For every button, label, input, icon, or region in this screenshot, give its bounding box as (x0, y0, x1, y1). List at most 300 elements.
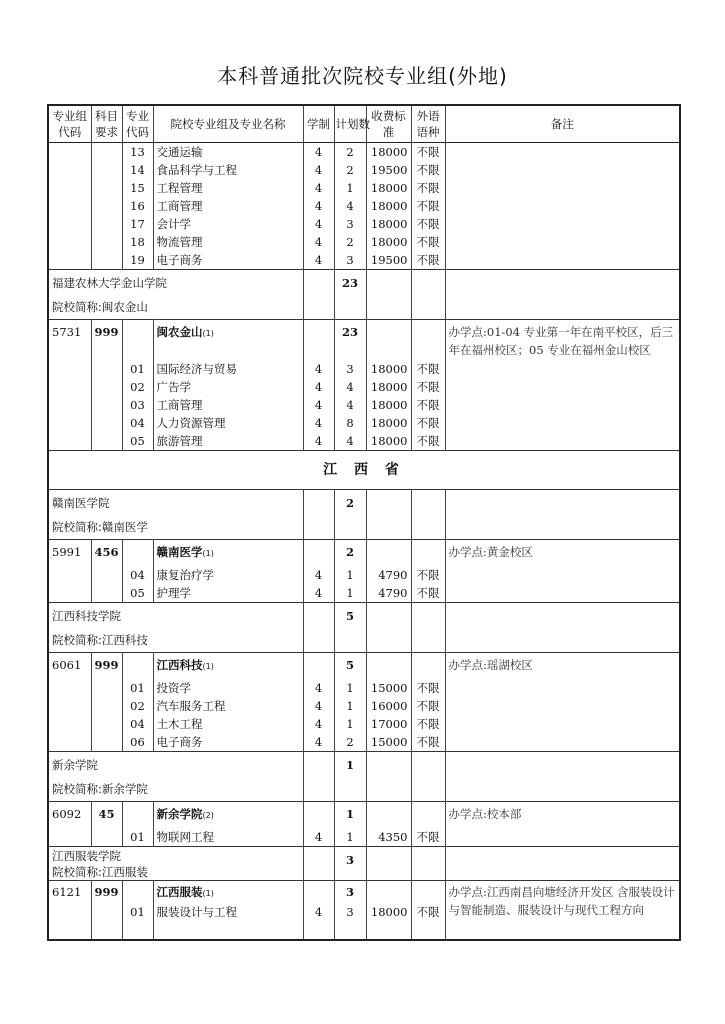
institution-row (48, 270, 680, 320)
language-cell (411, 847, 445, 881)
fee-cell (366, 540, 411, 567)
major-code: 16 (122, 197, 153, 215)
major-code: 03 (122, 396, 153, 414)
fee: 15000 (366, 733, 411, 752)
major-name: 广告学 (153, 378, 303, 396)
years: 4 (303, 251, 334, 270)
remark-cell (445, 233, 680, 251)
group-code-cell (48, 143, 91, 162)
subject-cell (91, 197, 122, 215)
province-name: 江 西 省 (48, 451, 680, 490)
fee-cell (366, 490, 411, 540)
institution-cell (48, 490, 303, 540)
plan: 1 (334, 679, 366, 697)
subject-cell (91, 414, 122, 432)
years: 4 (303, 197, 334, 215)
subject-cell (91, 179, 122, 197)
language-cell (411, 802, 445, 829)
plan: 3 (334, 360, 366, 378)
major-code-cell (122, 802, 153, 829)
language: 不限 (411, 715, 445, 733)
major-code: 01 (122, 828, 153, 847)
fee: 18000 (366, 215, 411, 233)
language: 不限 (411, 179, 445, 197)
subject-cell (91, 251, 122, 270)
plan: 1 (334, 566, 366, 584)
group-code-cell (48, 197, 91, 215)
fee: 18000 (366, 378, 411, 396)
group-name: 赣南医学 (156, 545, 203, 559)
group-row (48, 540, 680, 567)
plan: 1 (334, 828, 366, 847)
years-cell (303, 603, 334, 653)
fee: 18000 (366, 360, 411, 378)
language: 不限 (411, 828, 445, 847)
plan: 4 (334, 378, 366, 396)
group-index: (2) (202, 811, 214, 820)
major-code-cell (122, 540, 153, 567)
remark-cell (445, 143, 680, 162)
province-row (48, 451, 680, 490)
group-code-cell (48, 360, 91, 378)
group-code-cell (48, 566, 91, 584)
major-code: 18 (122, 233, 153, 251)
remark-cell (445, 847, 680, 881)
group-code-cell (48, 378, 91, 396)
group-code-cell (48, 161, 91, 179)
group-remark: 办学点:瑶湖校区 (445, 653, 680, 752)
group-code-cell (48, 828, 91, 847)
years: 4 (303, 396, 334, 414)
institution-row (48, 490, 680, 540)
group-code: 6121 (48, 881, 91, 904)
years-cell (303, 881, 334, 904)
empty-cell (366, 921, 411, 940)
major-row (48, 143, 680, 162)
subject-cell (91, 360, 122, 378)
remark-cell (445, 270, 680, 320)
fee: 18000 (366, 396, 411, 414)
plan: 1 (334, 697, 366, 715)
subject-cell (91, 143, 122, 162)
spacer-row (48, 921, 680, 940)
language: 不限 (411, 432, 445, 451)
group-remark: 办学点:01-04 专业第一年在南平校区，后三年在福州校区；05 专业在福州金山校区 (445, 320, 680, 451)
group-plan: 3 (334, 881, 366, 904)
group-plan: 5 (334, 653, 366, 680)
major-code: 01 (122, 360, 153, 378)
institution-abbr: 院校简称:江西服装 (52, 865, 148, 879)
fee: 18000 (366, 143, 411, 162)
years: 4 (303, 215, 334, 233)
years: 4 (303, 697, 334, 715)
major-code: 01 (122, 903, 153, 921)
remark-cell (445, 752, 680, 802)
fee-cell (366, 881, 411, 904)
group-row (48, 320, 680, 361)
fee: 18000 (366, 432, 411, 451)
remark-cell (445, 161, 680, 179)
group-code-cell (48, 432, 91, 451)
group-index: (1) (202, 329, 214, 338)
group-name-cell (153, 802, 303, 829)
institution-abbr: 院校简称:新余学院 (52, 782, 148, 796)
plan: 3 (334, 251, 366, 270)
subject-cell (91, 733, 122, 752)
years: 4 (303, 432, 334, 451)
years: 4 (303, 143, 334, 162)
header-language: 外语语种 (411, 105, 445, 143)
institution-row (48, 752, 680, 802)
years-cell (303, 653, 334, 680)
subject-cell (91, 697, 122, 715)
group-name-cell (153, 540, 303, 567)
subject-cell (91, 584, 122, 603)
major-code: 15 (122, 179, 153, 197)
subject-requirement: 999 (91, 320, 122, 361)
plan: 2 (334, 233, 366, 251)
major-name: 物流管理 (153, 233, 303, 251)
empty-cell (153, 921, 303, 940)
subject-cell (91, 233, 122, 251)
institution-row (48, 603, 680, 653)
institution-abbr: 院校简称:江西科技 (52, 633, 148, 647)
years: 4 (303, 584, 334, 603)
group-code-cell (48, 733, 91, 752)
group-code-cell (48, 179, 91, 197)
years: 4 (303, 360, 334, 378)
language: 不限 (411, 197, 445, 215)
language: 不限 (411, 566, 445, 584)
major-code-cell (122, 881, 153, 904)
plan: 3 (334, 903, 366, 921)
remark-cell (445, 490, 680, 540)
major-code: 19 (122, 251, 153, 270)
page-title: 本科普通批次院校专业组(外地) (217, 64, 508, 88)
fee-cell (366, 847, 411, 881)
plan: 4 (334, 197, 366, 215)
major-name: 汽车服务工程 (153, 697, 303, 715)
plan: 2 (334, 733, 366, 752)
group-code-cell (48, 697, 91, 715)
subject-requirement: 999 (91, 881, 122, 904)
institution-row (48, 847, 680, 881)
major-name: 工商管理 (153, 396, 303, 414)
years: 4 (303, 679, 334, 697)
major-name: 人力资源管理 (153, 414, 303, 432)
subject-cell (91, 715, 122, 733)
institution-name: 江西科技学院 (52, 609, 121, 623)
language: 不限 (411, 378, 445, 396)
group-code-cell (48, 715, 91, 733)
years: 4 (303, 828, 334, 847)
subject-cell (91, 903, 122, 921)
fee: 4790 (366, 566, 411, 584)
language: 不限 (411, 360, 445, 378)
fee: 18000 (366, 903, 411, 921)
plan: 3 (334, 215, 366, 233)
years: 4 (303, 715, 334, 733)
group-row (48, 881, 680, 904)
years: 4 (303, 903, 334, 921)
years-cell (303, 320, 334, 361)
group-name-cell (153, 320, 303, 361)
group-code-cell (48, 396, 91, 414)
institution-name: 赣南医学院 (52, 496, 110, 510)
group-name-cell (153, 881, 303, 904)
years-cell (303, 490, 334, 540)
group-code: 5731 (48, 320, 91, 361)
major-code: 05 (122, 584, 153, 603)
plan: 8 (334, 414, 366, 432)
empty-cell (122, 921, 153, 940)
group-remark: 办学点:校本部 (445, 802, 680, 847)
subject-cell (91, 679, 122, 697)
institution-plan: 1 (334, 752, 366, 802)
header-subject-req: 科目要求 (91, 105, 122, 143)
major-code-cell (122, 653, 153, 680)
plan: 1 (334, 584, 366, 603)
subject-cell (91, 396, 122, 414)
remark-cell (445, 603, 680, 653)
years-cell (303, 752, 334, 802)
group-code-cell (48, 233, 91, 251)
years: 4 (303, 179, 334, 197)
years: 4 (303, 233, 334, 251)
subject-requirement: 999 (91, 653, 122, 680)
major-code: 14 (122, 161, 153, 179)
major-name: 会计学 (153, 215, 303, 233)
language: 不限 (411, 251, 445, 270)
header-major-code: 专业代码 (122, 105, 153, 143)
header-years: 学制 (303, 105, 334, 143)
major-name: 食品科学与工程 (153, 161, 303, 179)
years: 4 (303, 733, 334, 752)
years: 4 (303, 414, 334, 432)
group-plan: 1 (334, 802, 366, 829)
admission-table (47, 104, 681, 941)
remark-cell (445, 251, 680, 270)
fee: 16000 (366, 697, 411, 715)
language-cell (411, 603, 445, 653)
institution-name: 新余学院 (52, 758, 98, 772)
empty-cell (48, 921, 91, 940)
language-cell (411, 490, 445, 540)
major-code: 05 (122, 432, 153, 451)
years-cell (303, 270, 334, 320)
institution-plan: 23 (334, 270, 366, 320)
language: 不限 (411, 233, 445, 251)
remark-cell (445, 197, 680, 215)
subject-cell (91, 828, 122, 847)
fee-cell (366, 802, 411, 829)
group-remark: 办学点:黄金校区 (445, 540, 680, 603)
major-name: 工程管理 (153, 179, 303, 197)
plan: 2 (334, 161, 366, 179)
language: 不限 (411, 903, 445, 921)
fee: 4790 (366, 584, 411, 603)
institution-cell (48, 603, 303, 653)
years: 4 (303, 161, 334, 179)
major-code: 04 (122, 414, 153, 432)
language: 不限 (411, 733, 445, 752)
major-name: 物联网工程 (153, 828, 303, 847)
fee-cell (366, 603, 411, 653)
years-cell (303, 847, 334, 881)
subject-cell (91, 215, 122, 233)
group-code-cell (48, 414, 91, 432)
group-index: (1) (202, 889, 214, 898)
group-name: 新余学院 (156, 807, 203, 821)
major-code: 02 (122, 697, 153, 715)
major-name: 服装设计与工程 (153, 903, 303, 921)
major-row (48, 233, 680, 251)
language-cell (411, 653, 445, 680)
plan: 4 (334, 432, 366, 451)
language-cell (411, 270, 445, 320)
major-row (48, 161, 680, 179)
fee: 18000 (366, 414, 411, 432)
plan: 4 (334, 396, 366, 414)
empty-cell (411, 921, 445, 940)
group-name: 江西科技 (156, 658, 203, 672)
group-plan: 23 (334, 320, 366, 361)
remark-cell (445, 215, 680, 233)
major-row (48, 179, 680, 197)
subject-cell (91, 432, 122, 451)
group-name: 闽农金山 (156, 325, 203, 339)
plan: 2 (334, 143, 366, 162)
group-name: 江西服装 (156, 885, 203, 899)
language-cell (411, 752, 445, 802)
institution-cell (48, 270, 303, 320)
major-name: 交通运输 (153, 143, 303, 162)
major-name: 电子商务 (153, 733, 303, 752)
years: 4 (303, 566, 334, 584)
language-cell (411, 881, 445, 904)
major-name: 旅游管理 (153, 432, 303, 451)
language: 不限 (411, 143, 445, 162)
subject-requirement: 45 (91, 802, 122, 829)
group-code-cell (48, 251, 91, 270)
institution-plan: 2 (334, 490, 366, 540)
header-row (48, 105, 680, 143)
header-group-code: 专业组代码 (48, 105, 91, 143)
language: 不限 (411, 414, 445, 432)
major-code: 17 (122, 215, 153, 233)
major-code-cell (122, 320, 153, 361)
subject-requirement: 456 (91, 540, 122, 567)
institution-name: 江西服装学院 (52, 849, 121, 863)
group-code: 6061 (48, 653, 91, 680)
group-code: 6092 (48, 802, 91, 829)
years-cell (303, 540, 334, 567)
language: 不限 (411, 697, 445, 715)
major-code: 06 (122, 733, 153, 752)
language: 不限 (411, 396, 445, 414)
fee: 19500 (366, 161, 411, 179)
language-cell (411, 540, 445, 567)
fee-cell (366, 270, 411, 320)
major-name: 康复治疗学 (153, 566, 303, 584)
fee: 17000 (366, 715, 411, 733)
institution-plan: 3 (334, 847, 366, 881)
remark-cell (445, 179, 680, 197)
fee-cell (366, 653, 411, 680)
major-row (48, 251, 680, 270)
major-code: 04 (122, 566, 153, 584)
subject-cell (91, 566, 122, 584)
major-name: 护理学 (153, 584, 303, 603)
fee: 19500 (366, 251, 411, 270)
empty-cell (303, 921, 334, 940)
plan: 1 (334, 715, 366, 733)
header-remark: 备注 (445, 105, 680, 143)
major-code: 13 (122, 143, 153, 162)
institution-cell (48, 847, 303, 881)
institution-abbr: 院校简称:闽农金山 (52, 300, 148, 314)
subject-cell (91, 378, 122, 396)
group-code-cell (48, 903, 91, 921)
institution-plan: 5 (334, 603, 366, 653)
plan: 1 (334, 179, 366, 197)
group-code-cell (48, 215, 91, 233)
fee: 18000 (366, 179, 411, 197)
major-row (48, 197, 680, 215)
language: 不限 (411, 161, 445, 179)
fee-cell (366, 320, 411, 361)
fee-cell (366, 752, 411, 802)
header-plan: 计划数 (334, 105, 366, 143)
empty-cell (334, 921, 366, 940)
group-code-cell (48, 584, 91, 603)
institution-abbr: 院校简称:赣南医学 (52, 520, 148, 534)
major-row (48, 215, 680, 233)
major-code: 02 (122, 378, 153, 396)
group-index: (1) (202, 549, 214, 558)
header-fee: 收费标准 (366, 105, 411, 143)
group-row (48, 653, 680, 680)
major-name: 工商管理 (153, 197, 303, 215)
major-name: 国际经济与贸易 (153, 360, 303, 378)
language: 不限 (411, 215, 445, 233)
empty-cell (91, 921, 122, 940)
group-remark: 办学点:江西南昌向塘经济开发区 含服装设计与智能制造、服装设计与现代工程方向 (445, 881, 680, 922)
language: 不限 (411, 679, 445, 697)
major-code: 01 (122, 679, 153, 697)
group-name-cell (153, 653, 303, 680)
group-plan: 2 (334, 540, 366, 567)
language: 不限 (411, 584, 445, 603)
major-name: 电子商务 (153, 251, 303, 270)
group-code: 5991 (48, 540, 91, 567)
header-name: 院校专业组及专业名称 (153, 105, 303, 143)
fee: 18000 (366, 197, 411, 215)
group-index: (1) (202, 662, 214, 671)
fee: 15000 (366, 679, 411, 697)
institution-name: 福建农林大学金山学院 (52, 276, 167, 290)
major-name: 投资学 (153, 679, 303, 697)
institution-cell (48, 752, 303, 802)
years-cell (303, 802, 334, 829)
fee: 4350 (366, 828, 411, 847)
fee: 18000 (366, 233, 411, 251)
language-cell (411, 320, 445, 361)
group-row (48, 802, 680, 829)
major-name: 土木工程 (153, 715, 303, 733)
group-code-cell (48, 679, 91, 697)
subject-cell (91, 161, 122, 179)
